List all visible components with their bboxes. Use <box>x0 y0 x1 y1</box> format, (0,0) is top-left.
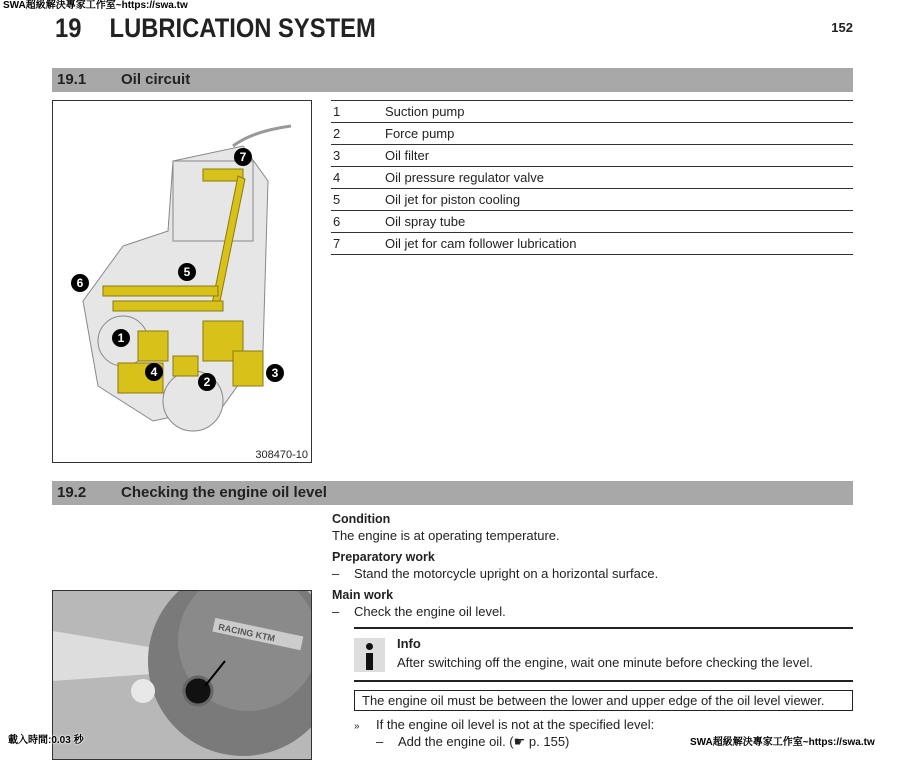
legend-number: 7 <box>331 233 383 255</box>
svg-text:1: 1 <box>117 331 125 345</box>
oil-level-photo <box>52 590 312 760</box>
chapter-heading <box>55 13 376 43</box>
condition-check: » If the engine oil level is not at the specified level: <box>354 717 655 732</box>
legend-label: Oil jet for cam follower lubrication <box>383 233 853 255</box>
callout-3 <box>266 364 284 382</box>
page-number: 152 <box>831 20 853 35</box>
legend-number: 6 <box>331 211 383 233</box>
callout-7 <box>234 148 252 166</box>
figure-id: 308470-10 <box>255 449 308 461</box>
legend-number: 4 <box>331 167 383 189</box>
prep-label: Preparatory work <box>332 550 435 564</box>
engine-cover-photo <box>53 591 312 760</box>
condition-label: Condition <box>332 512 391 526</box>
section-title: Oil circuit <box>121 71 191 88</box>
legend-number: 1 <box>331 101 383 123</box>
oil-circuit-figure <box>52 100 312 463</box>
svg-text:2: 2 <box>203 375 211 389</box>
legend-number: 2 <box>331 123 383 145</box>
callout-6 <box>71 274 89 292</box>
section-title: Checking the engine oil level <box>121 484 327 501</box>
section-number: 19.2 <box>57 484 87 501</box>
callout-1 <box>112 329 130 347</box>
legend-label: Oil pressure regulator valve <box>383 167 853 189</box>
legend-label: Oil spray tube <box>383 211 853 233</box>
chapter-title: LUBRICATION SYSTEM <box>109 13 376 43</box>
prep-step: – Stand the motorcycle upright on a horizontal surface. <box>332 566 659 581</box>
condition-text: The engine is at operating temperature. <box>332 528 560 543</box>
procedure <box>332 0 853 750</box>
page-link[interactable]: Add the engine oil. (☛ p. 155) <box>398 734 570 749</box>
svg-text:3: 3 <box>271 366 279 380</box>
chapter-number: 19 <box>55 13 82 43</box>
legend-label: Oil filter <box>383 145 853 167</box>
callout-5 <box>178 263 196 281</box>
legend-label: Oil jet for piston cooling <box>383 189 853 211</box>
svg-text:4: 4 <box>150 365 158 379</box>
spec-box: The engine oil must be between the lower and upper edge of the oil level viewer. <box>354 690 853 711</box>
sub-step: – Add the engine oil. (☛ p. 155) <box>376 734 570 749</box>
svg-text:RACING KTM: RACING KTM <box>217 621 276 644</box>
main-label: Main work <box>332 588 394 602</box>
info-box <box>354 627 853 682</box>
svg-text:6: 6 <box>76 276 84 290</box>
legend-label: Force pump <box>383 123 853 145</box>
callout-2 <box>198 373 216 391</box>
legend-number: 5 <box>331 189 383 211</box>
info-icon <box>354 638 385 672</box>
svg-text:7: 7 <box>239 150 247 164</box>
section-number: 19.1 <box>57 71 87 88</box>
info-title: Info <box>397 636 421 651</box>
svg-text:5: 5 <box>183 265 191 279</box>
watermark-top: SWA超級解決專家工作室~https://swa.tw <box>3 0 188 11</box>
engine-illustration <box>53 101 311 462</box>
main-step: – Check the engine oil level. <box>332 604 506 619</box>
watermark-bottom-right: SWA超級解決專家工作室~https://swa.tw <box>690 737 875 748</box>
callout-4 <box>145 363 163 381</box>
watermark-bottom-left: 載入時間:0.03 秒 <box>8 735 84 746</box>
legend-number: 3 <box>331 145 383 167</box>
legend-label: Suction pump <box>383 101 853 123</box>
info-text: After switching off the engine, wait one minute before checking the level. <box>397 655 814 670</box>
